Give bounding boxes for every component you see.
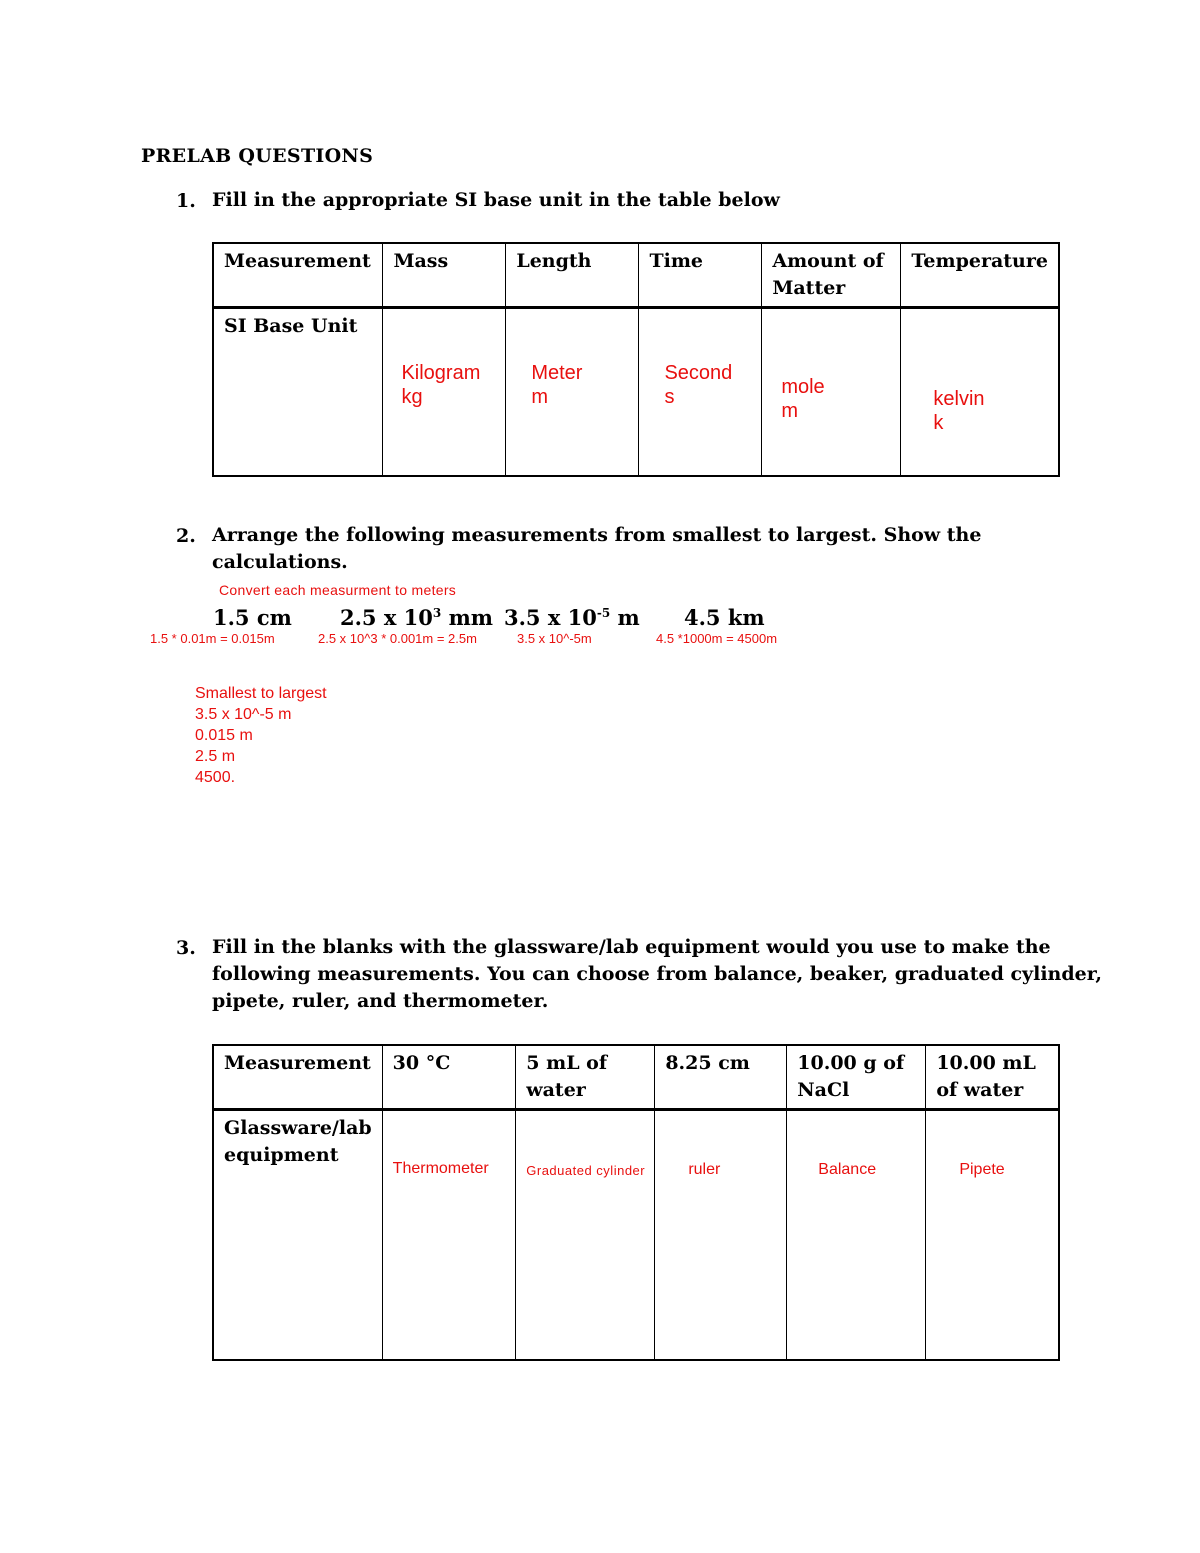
header-time: Time: [639, 243, 762, 308]
answer-cell-time: [639, 308, 762, 476]
answer-cell-5-ml: [516, 1110, 655, 1360]
answer-amount-name: mole: [781, 376, 825, 398]
question-1-text: Fill in the appropriate SI base unit in the table below: [212, 189, 780, 211]
answer-cell-10-ml: [926, 1110, 1059, 1360]
header-30-c: 30 °C: [382, 1045, 516, 1110]
answer-cell-amount: [762, 308, 901, 476]
header-length: Length: [506, 243, 639, 308]
order-item-2: 0.015 m: [195, 727, 253, 744]
header-measurement: Measurement: [213, 1045, 382, 1110]
answer-thermometer: Thermometer: [392, 1160, 489, 1177]
order-item-4: 4500.: [195, 769, 236, 786]
header-8-25-cm: 8.25 cm: [655, 1045, 787, 1110]
answer-length-name: Meter: [531, 362, 583, 384]
order-item-3: 2.5 m: [195, 748, 236, 765]
measurement-2: 2.5 x $10^3$ mm: [340, 605, 494, 630]
header-amount-of-matter: Amount of Matter: [762, 243, 901, 308]
header-10-g-nacl: 10.00 g of NaCl: [787, 1045, 926, 1110]
answer-cell-length: [506, 308, 639, 476]
measurement-4: 4.5 km: [684, 605, 765, 630]
answer-cell-8-25-cm: [655, 1110, 787, 1360]
page-title: PRELAB QUESTIONS: [141, 145, 374, 167]
answer-balance: Balance: [818, 1161, 877, 1178]
equipment-table: [212, 1044, 1060, 1361]
answer-cell-mass: [383, 308, 506, 476]
calculation-4: 4.5 *1000m = 4500m: [656, 631, 778, 646]
answer-time-name: Second: [664, 362, 733, 384]
answer-mass-name: Kilogram: [401, 362, 481, 384]
measurement-1: 1.5 cm: [213, 605, 292, 630]
question-2-line-1: Arrange the following measurements from smallest to largest. Show the: [212, 524, 982, 546]
answer-temperature-symbol: k: [933, 412, 944, 434]
answer-graduated-cylinder: Graduated cylinder: [526, 1163, 646, 1178]
question-2-number: 2.: [176, 525, 196, 547]
question-1-number: 1.: [176, 190, 196, 212]
header-mass: Mass: [383, 243, 506, 308]
calculation-2: 2.5 x 10^3 * 0.001m = 2.5m: [318, 631, 477, 646]
answer-cell-10-g: [787, 1110, 926, 1360]
answer-cell-temperature: [901, 308, 1059, 476]
header-measurement: Measurement: [213, 243, 383, 308]
answer-length-symbol: m: [531, 386, 549, 408]
question-3-line-1: Fill in the blanks with the glassware/lab equipment would you use to make the: [212, 936, 1051, 958]
header-5-ml-water: 5 mL of water: [516, 1045, 655, 1110]
question-3-line-3: pipete, ruler, and thermometer.: [212, 990, 549, 1012]
question-2-line-2: calculations.: [212, 551, 348, 573]
measurement-3: 3.5 x $10^{-5}$ m: [504, 605, 640, 630]
calculation-3: 3.5 x 10^-5m: [517, 631, 592, 646]
header-10-ml-water: 10.00 mL of water: [926, 1045, 1059, 1110]
row-label-si-base-unit: SI Base Unit: [213, 308, 383, 476]
answer-time-symbol: s: [664, 386, 675, 408]
order-heading: Smallest to largest: [195, 685, 327, 702]
calculation-1: 1.5 * 0.01m = 0.015m: [150, 631, 275, 646]
header-temperature: Temperature: [901, 243, 1059, 308]
question-3-number: 3.: [176, 937, 196, 959]
answer-pipete: Pipete: [959, 1161, 1005, 1178]
answer-ruler: ruler: [688, 1161, 721, 1178]
row-label-glassware: Glassware/lab equipment: [213, 1110, 382, 1360]
order-item-1: 3.5 x 10^-5 m: [195, 706, 292, 723]
answer-cell-30-c: [382, 1110, 516, 1360]
answer-mass-symbol: kg: [401, 386, 423, 408]
order-list: [195, 683, 327, 788]
answer-amount-symbol: m: [781, 400, 798, 422]
answer-temperature-name: kelvin: [933, 388, 985, 410]
si-units-table: [212, 242, 1060, 477]
conversion-note: Convert each measurment to meters: [219, 582, 457, 598]
question-3-line-2: following measurements. You can choose from balance, beaker, graduated cylinder,: [212, 963, 1102, 985]
